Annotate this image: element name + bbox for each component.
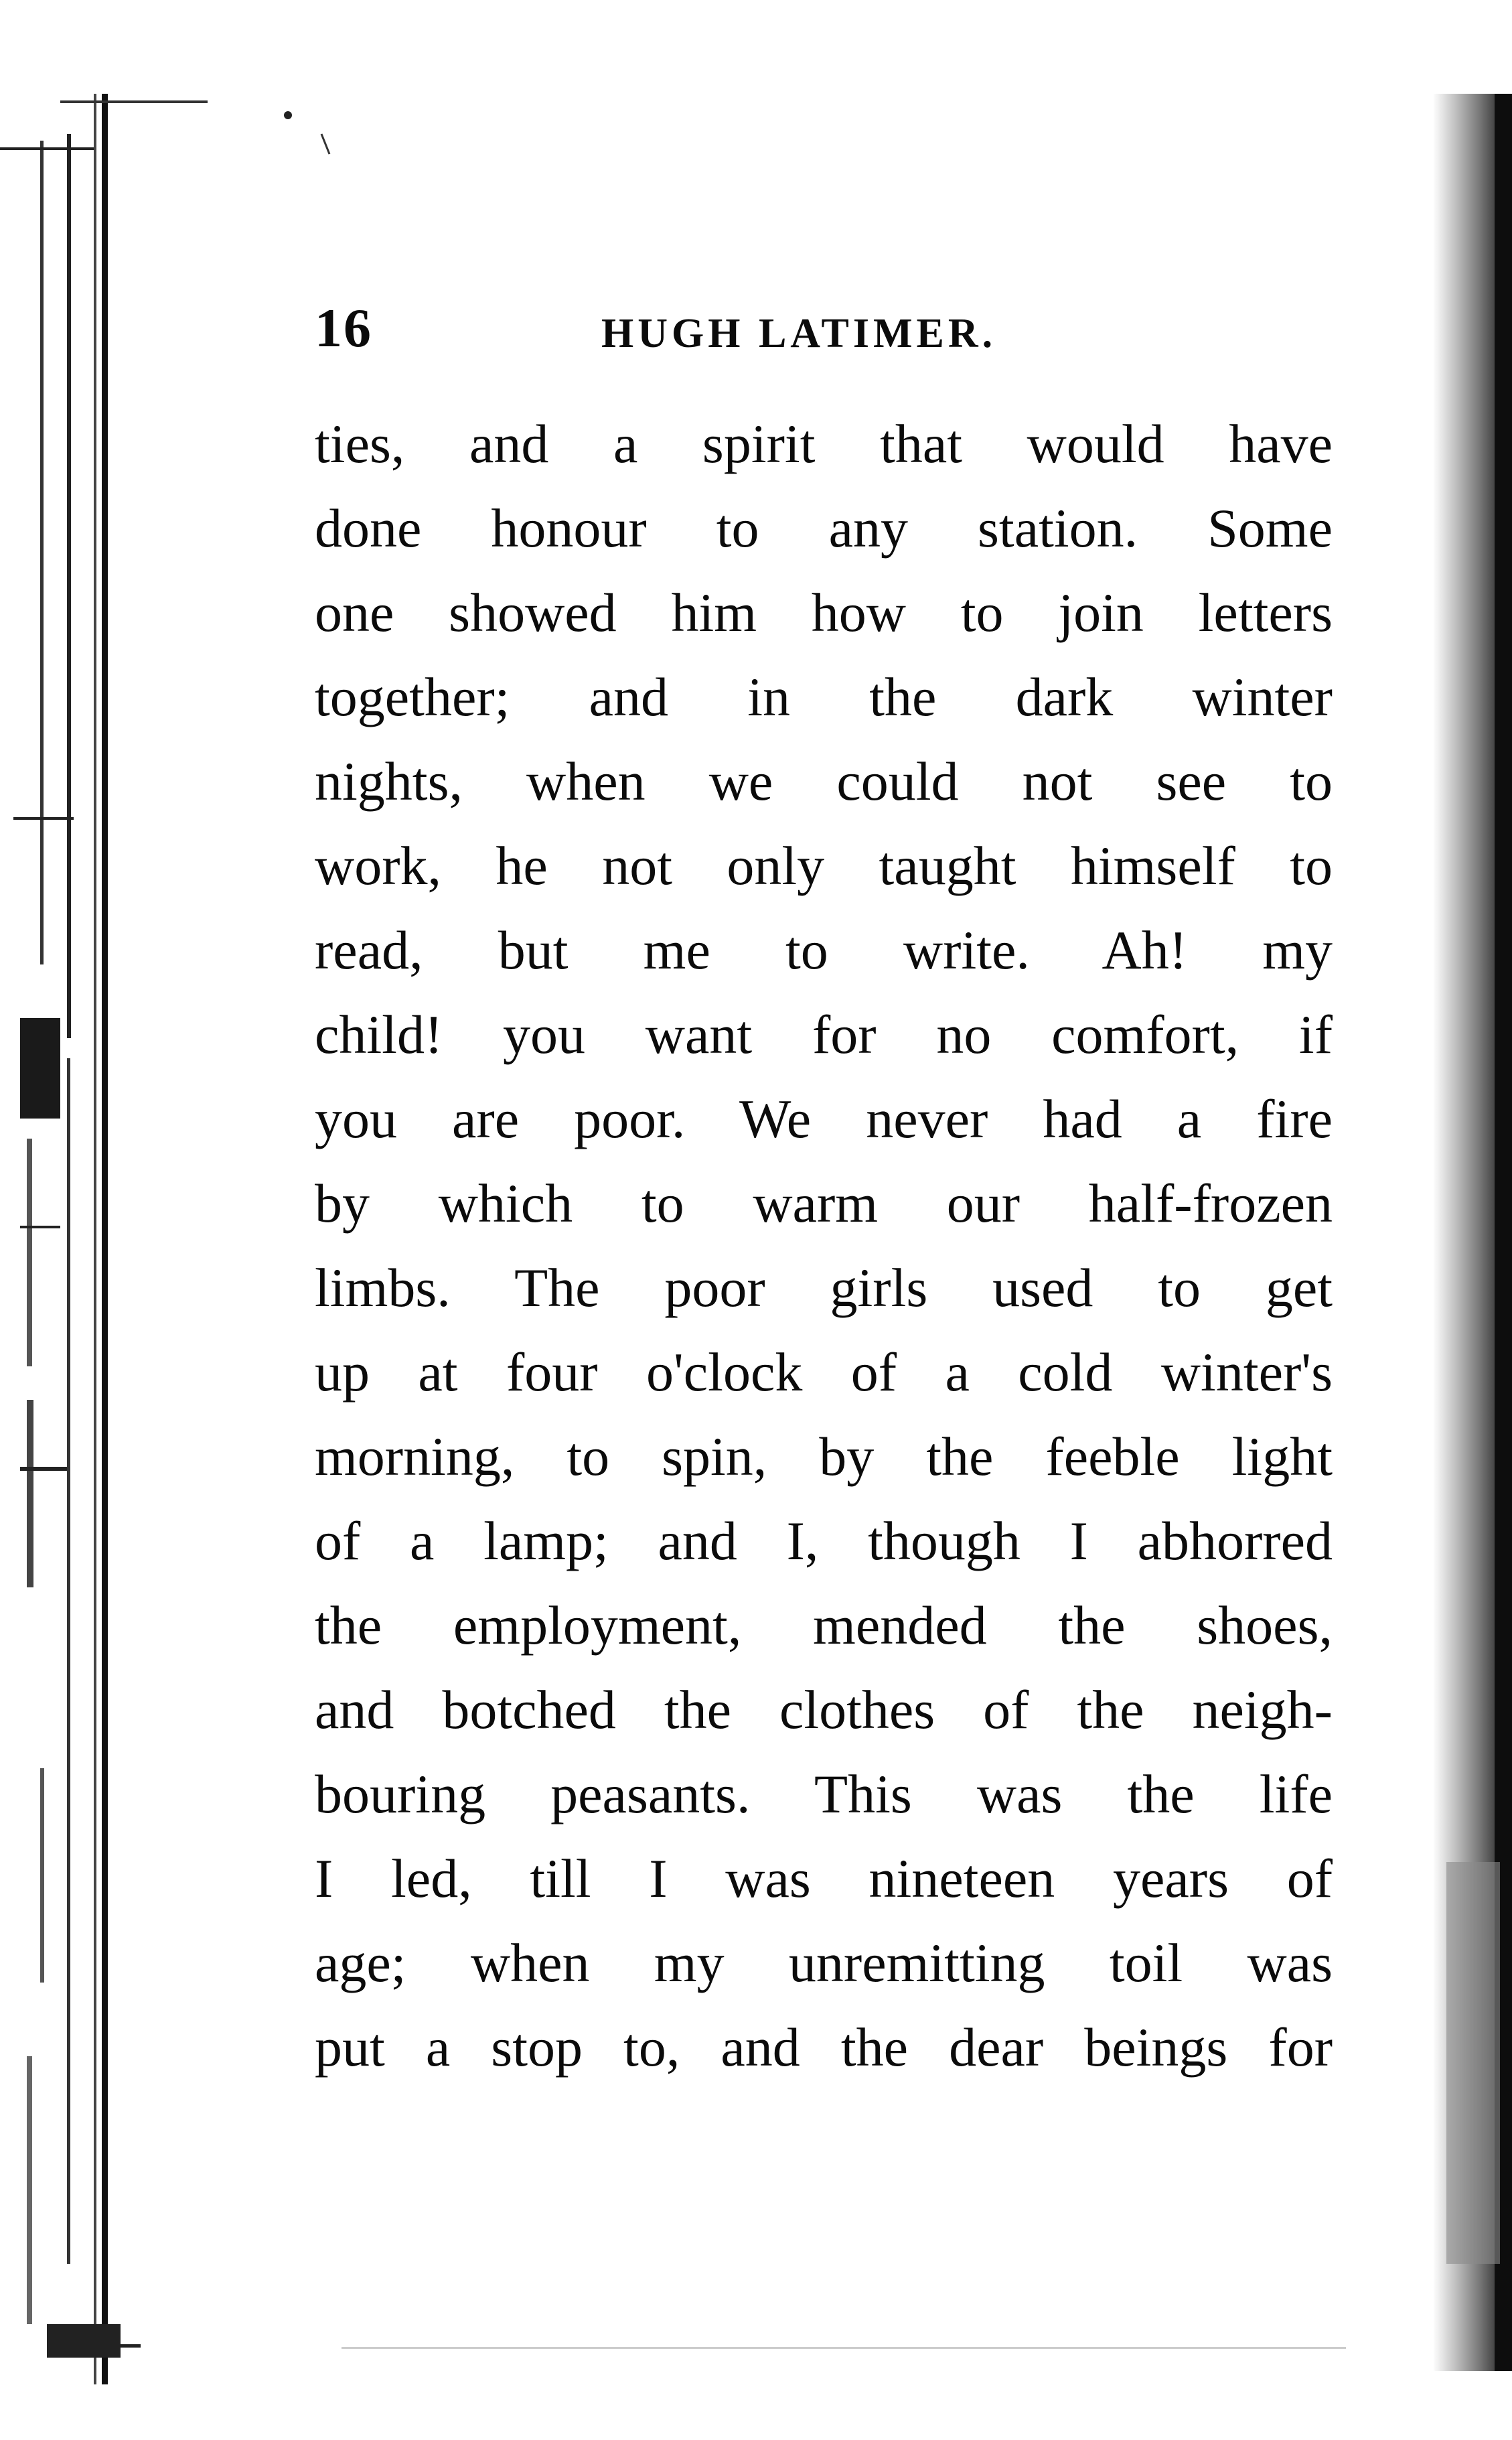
page-header (315, 295, 1359, 362)
text-line: work, he not only taught himself to (315, 835, 1333, 896)
top-scan-marks (60, 80, 1366, 167)
text-line: up at four o'clock of a cold winter's (315, 1342, 1333, 1403)
text-line: limbs. The poor girls used to get (315, 1257, 1333, 1318)
text-line: nights, when we could not see to (315, 751, 1333, 812)
text-line: child! you want for no comfort, if (315, 1004, 1333, 1065)
text-line: put a stop to, and the dear beings for (315, 2017, 1333, 2078)
text-line: together; and in the dark winter (315, 666, 1333, 727)
text-line: the employment, mended the shoes, (315, 1595, 1333, 1656)
page-number: 16 (315, 297, 372, 358)
text-line: you are poor. We never had a fire (315, 1088, 1333, 1149)
text-line: bouring peasants. This was the life (315, 1764, 1333, 1824)
text-line: age; when my unremitting toil was (315, 1932, 1333, 1993)
left-binding-edge (0, 94, 127, 2384)
text-line: and botched the clothes of the neigh- (315, 1679, 1333, 1740)
running-title: HUGH LATIMER. (601, 311, 997, 356)
text-line: ties, and a spirit that would have (315, 413, 1333, 474)
body-text (315, 402, 1333, 2090)
text-line: of a lamp; and I, though I abhorred (315, 1510, 1333, 1571)
text-line: I led, till I was nineteen years of (315, 1848, 1333, 1909)
bottom-scan-marks (60, 2304, 1512, 2440)
text-line: by which to warm our half-frozen (315, 1173, 1333, 1234)
text-line: one showed him how to join letters (315, 582, 1333, 643)
text-line: done honour to any station. Some (315, 498, 1333, 559)
text-line: morning, to spin, by the feeble light (315, 1426, 1333, 1487)
right-page-edge-shadow (1420, 94, 1512, 2371)
text-line: read, but me to write. Ah! my (315, 920, 1333, 981)
